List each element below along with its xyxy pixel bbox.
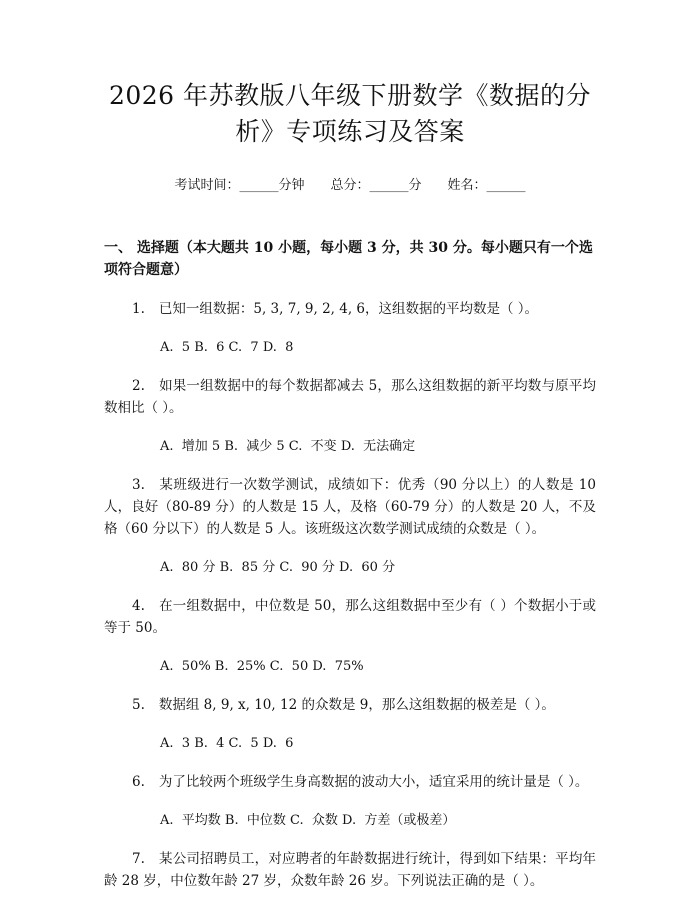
question-number: 7. [132,851,145,867]
question-6 [104,771,596,831]
question-3 [104,474,596,578]
question-text [104,474,596,540]
question-options: A. 3 B. 4 C. 5 D. 6 [160,736,294,751]
question-7 [104,848,596,892]
question-options: A. 5 B. 6 C. 7 D. 8 [160,340,294,355]
question-number: 2. [132,378,145,394]
question-stem: 某公司招聘员工，对应聘者的年龄数据进行统计，得到如下结果：平均年龄 28 岁，中位数年龄 27 岁，众数年龄 26 岁。下列说法正确的是（ ）。 [104,851,596,889]
question-number: 1. [132,301,145,317]
question-stem: 如果一组数据中的每个数据都减去 5，那么这组数据的新平均数与原平均数相比（ ）。 [104,378,596,416]
question-options: A. 增加 5 B. 减少 5 C. 不变 D. 无法确定 [160,439,416,454]
question-stem: 数据组 8, 9, x, 10, 12 的众数是 9，那么这组数据的极差是（ ）。 [158,697,555,713]
question-text [104,771,596,793]
question-stem: 为了比较两个班级学生身高数据的波动大小，适宜采用的统计量是（ ）。 [158,774,589,790]
question-options: A. 50% B. 25% C. 50 D. 75% [160,659,364,674]
exam-time-field: 考试时间：______分钟 [174,178,305,193]
question-stem: 已知一组数据：5, 3, 7, 9, 2, 4, 6，这组数据的平均数是（ ）。 [158,301,539,317]
question-5 [104,694,596,754]
question-4 [104,595,596,677]
question-text [104,595,596,639]
question-text [104,848,596,892]
total-score-field: 总分：______分 [330,178,422,193]
exam-info-line [104,174,596,193]
question-text [104,694,596,716]
section-heading-multiple-choice: 一、 选择题（本大题共 10 小题，每小题 3 分，共 30 分。每小题只有一个选项符合题意） [104,240,593,278]
question-stem: 某班级进行一次数学测试，成绩如下：优秀（90 分以上）的人数是 10 人，良好（80-89 分）的人数是 15 人，及格（60-79 分）的人数是 20 人，不及格（60 分以下）的人数是 5 人。该班级这次数学测试成绩的众数是（ ）。 [104,477,596,537]
document-title: 2026 年苏教版八年级下册数学《数据的分析》专项练习及答案 [108,81,592,146]
question-2 [104,375,596,457]
question-options: A. 平均数 B. 中位数 C. 众数 D. 方差（或极差） [160,813,456,828]
question-number: 4. [132,598,145,614]
question-number: 6. [132,774,145,790]
student-name-field: 姓名：______ [447,178,526,193]
question-number: 5. [132,697,145,713]
question-number: 3. [132,477,145,493]
question-options: A. 80 分 B. 85 分 C. 90 分 D. 60 分 [160,560,396,575]
question-text [104,375,596,419]
question-stem: 在一组数据中，中位数是 50，那么这组数据中至少有（ ）个数据小于或等于 50。 [104,598,596,636]
question-1 [104,298,596,358]
question-text [104,298,596,320]
